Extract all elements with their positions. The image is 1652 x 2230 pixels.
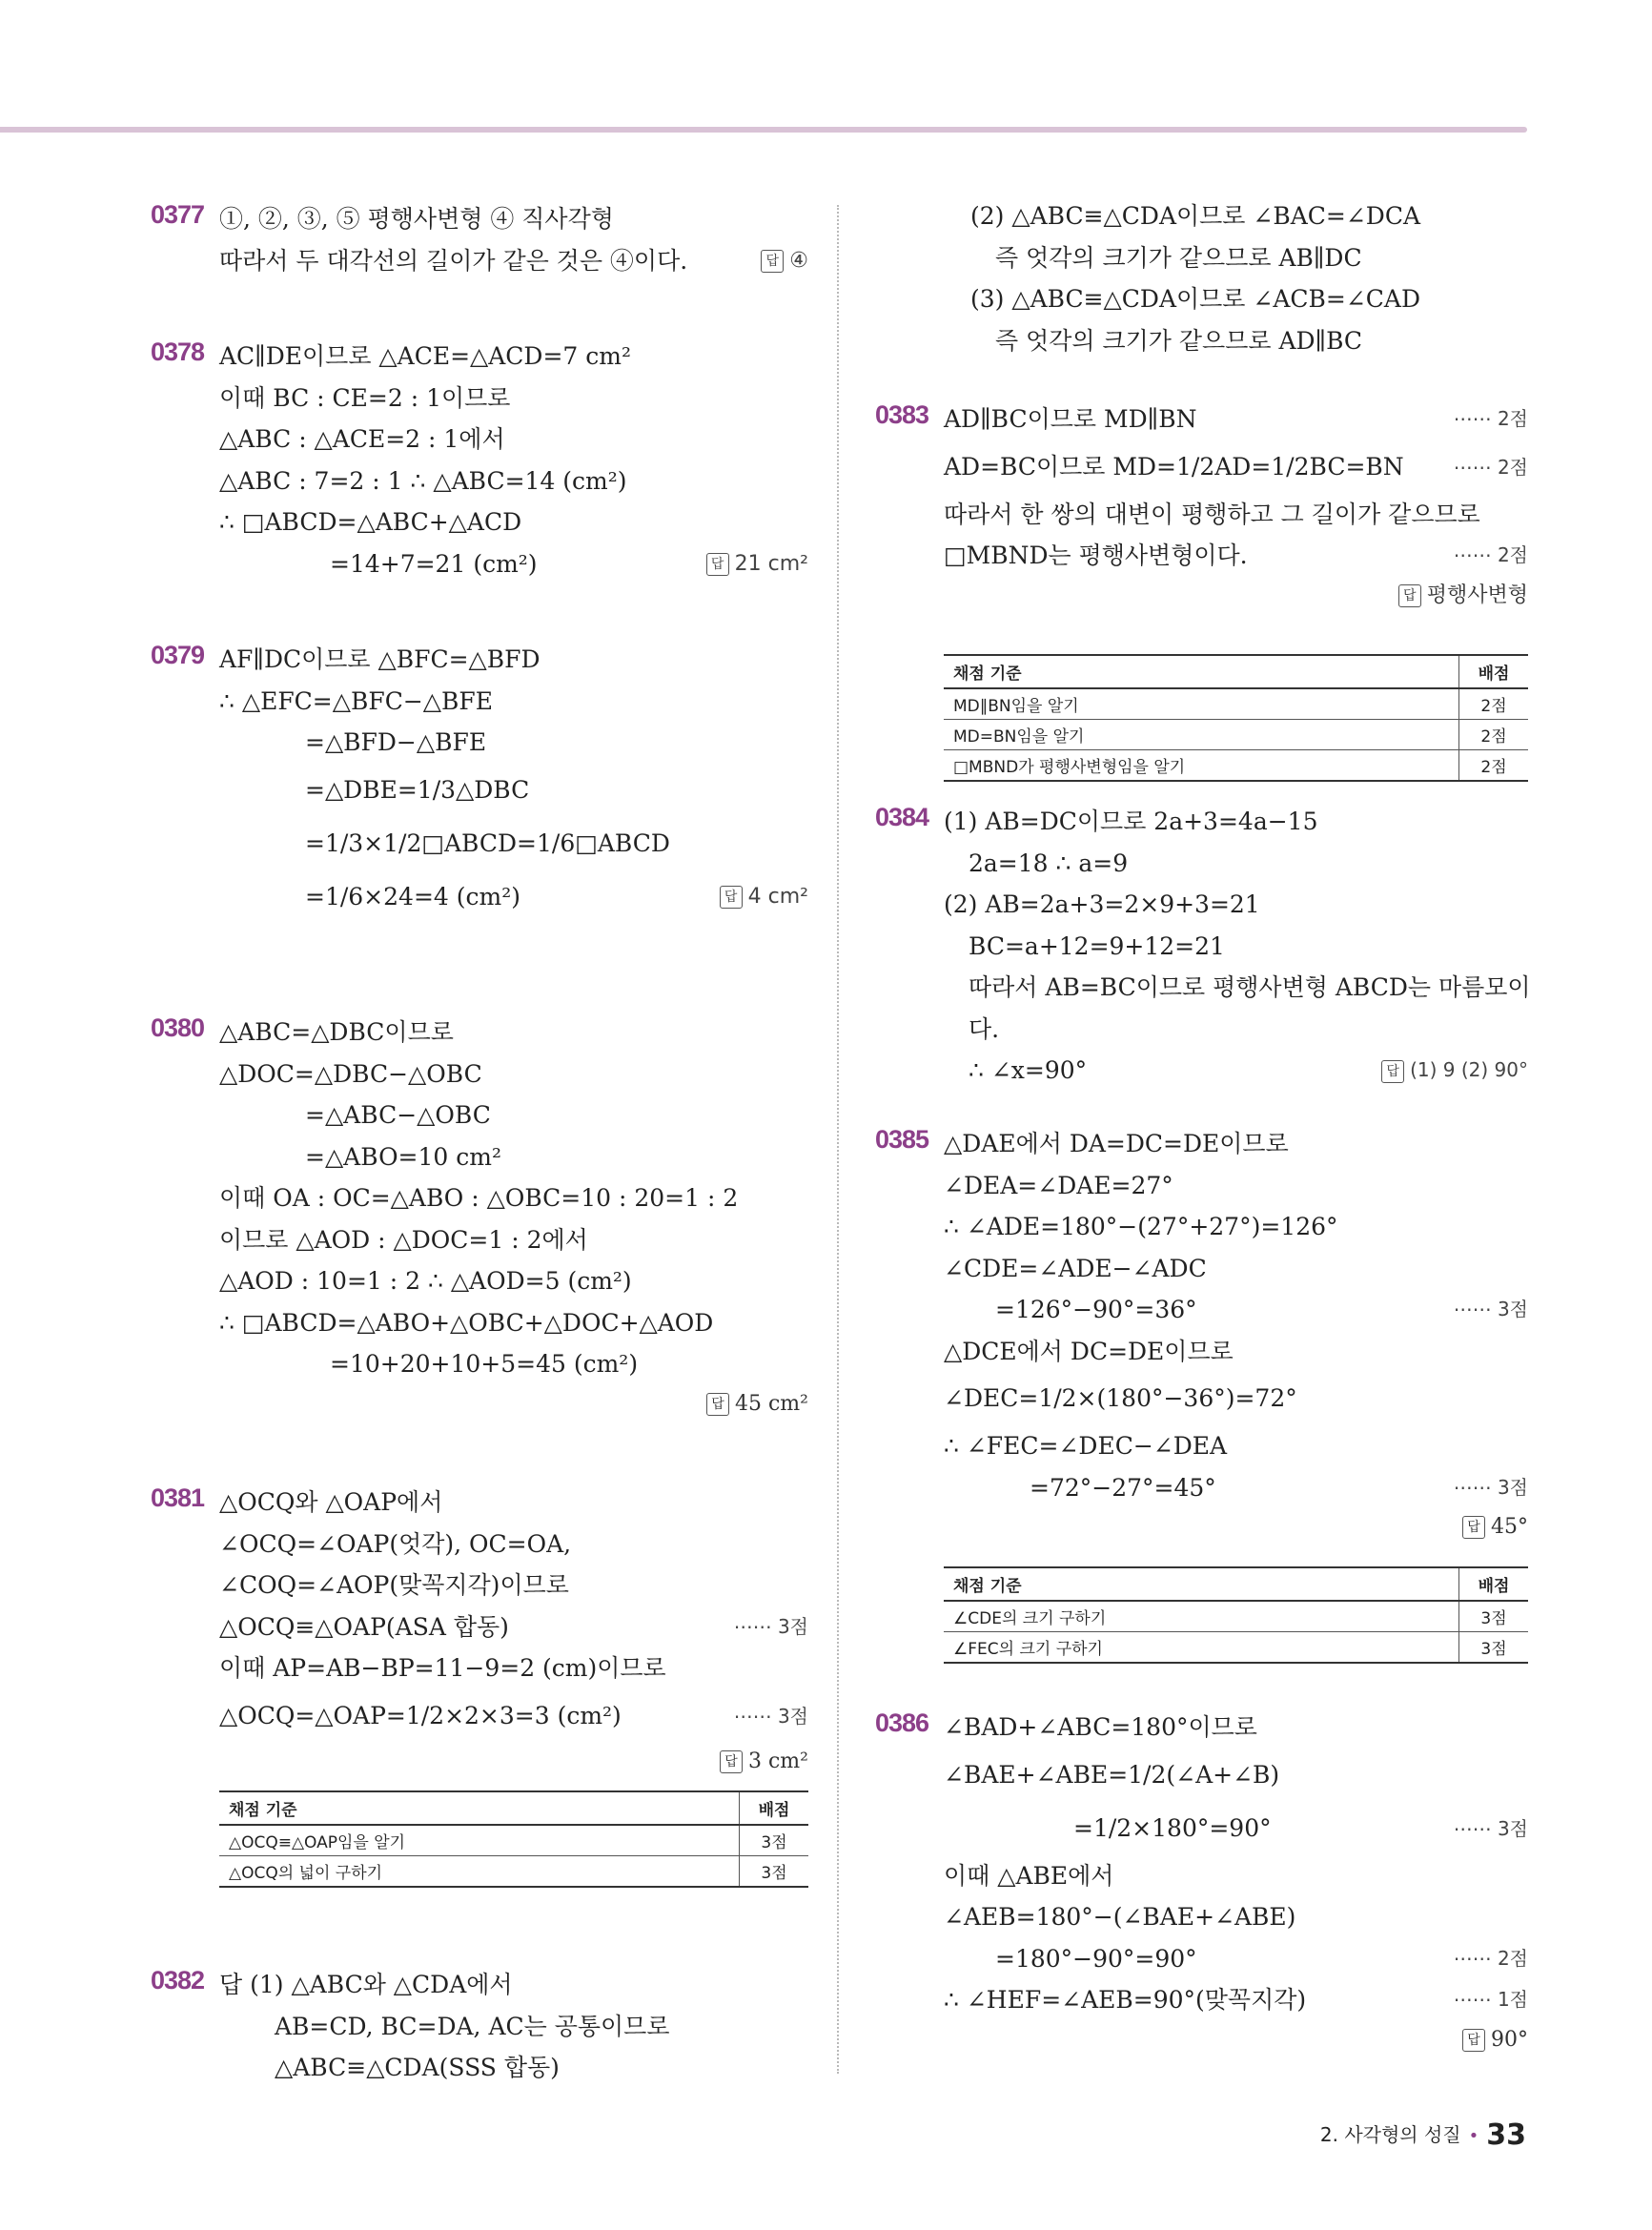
- solution-line: △DOC=△DBC−△OBC: [219, 1059, 482, 1088]
- solution-line: ∠DEA=∠DAE=27°: [944, 1171, 1173, 1199]
- solution-line: BC=a+12=9+12=21: [969, 931, 1225, 960]
- answer: 답 21 cm²: [706, 543, 808, 585]
- header-accent-bar: [0, 127, 1527, 133]
- solution-line: 2a=18 ∴ a=9: [969, 849, 1129, 877]
- table-row: △OCQ≡△OAP임을 알기 3점: [219, 1825, 808, 1856]
- solution-line: △ABC : 7=2 : 1 ∴ △ABC=14 (cm²): [219, 466, 627, 495]
- solution-line: =180°−90°=90° ⋯⋯ 2점: [944, 1938, 1528, 1980]
- solution-line: 이때 △ABE에서: [944, 1861, 1114, 1890]
- grading-table: [944, 654, 1528, 782]
- page-number: 33: [1486, 2118, 1526, 2152]
- chapter-title: 2. 사각형의 성질: [1319, 2123, 1461, 2146]
- answer: 답 평행사변형: [944, 577, 1528, 615]
- answer-tag: 답: [1381, 1060, 1404, 1083]
- problem-number: 0384: [875, 803, 929, 831]
- problem-number: 0386: [875, 1708, 929, 1737]
- solution-line: =1/2×180°=90° ⋯⋯ 3점: [944, 1802, 1528, 1855]
- solution-line: ∴ ∠ADE=180°−(27°+27°)=126°: [944, 1213, 1338, 1240]
- solution-line: 이때 AP=AB−BP=11−9=2 (cm)이므로: [219, 1654, 666, 1682]
- column-divider: [837, 205, 839, 2074]
- solution-line: ∴ □ABCD=△ABC+△ACD: [219, 508, 522, 536]
- problem-number: 0385: [875, 1125, 929, 1154]
- problem-number: 0377: [151, 200, 205, 229]
- answer-tag: 답: [1398, 584, 1421, 607]
- solution-line: △ABC : △ACE=2 : 1에서: [219, 425, 505, 453]
- solution-line: △OCQ와 △OAP에서: [219, 1488, 443, 1516]
- score-mark: ⋯⋯ 2점: [1453, 543, 1528, 566]
- solution-line: =△ABO=10 cm²: [305, 1142, 501, 1171]
- answer-tag: 답: [706, 1393, 729, 1416]
- score-mark: ⋯⋯ 2점: [1453, 455, 1528, 479]
- solution-line: ∴ ∠FEC=∠DEC−∠DEA: [944, 1432, 1228, 1460]
- solution-line: ∠OCQ=∠OAP(엇각), OC=OA,: [219, 1529, 572, 1558]
- solution-line: ∴ △EFC=△BFC−△BFE: [219, 686, 493, 715]
- grading-table: [219, 1790, 808, 1888]
- solution-line: ∴ ∠HEF=∠AEB=90°(맞꼭지각) ⋯⋯ 1점: [944, 1979, 1528, 2021]
- solution-line: =△DBE=1/3△DBC: [305, 775, 530, 804]
- bullet-icon: •: [1468, 2126, 1479, 2146]
- solution-line: ∠CDE=∠ADE−∠ADC: [944, 1254, 1207, 1282]
- score-mark: ⋯⋯ 2점: [1453, 407, 1528, 430]
- solution-line: △OCQ≡△OAP(ASA 합동) ⋯⋯ 3점: [219, 1606, 808, 1648]
- grading-header-criteria: 채점 기준: [944, 1567, 1459, 1601]
- score-mark: ⋯⋯ 3점: [1453, 1475, 1528, 1499]
- solution-line: (1) AB=DC이므로 2a+3=4a−15: [944, 808, 1318, 835]
- grading-header-criteria: 채점 기준: [944, 655, 1459, 688]
- solution-line: ∠AEB=180°−(∠BAE+∠ABE): [944, 1903, 1296, 1931]
- problem-number: 0379: [151, 641, 205, 669]
- score-mark: ⋯⋯ 2점: [1453, 1946, 1528, 1970]
- answer-tag: 답: [720, 1750, 743, 1773]
- solution-line: 따라서 AB=BC이므로 평행사변형 ABCD는 마름모이: [969, 973, 1531, 1001]
- score-mark: ⋯⋯ 3점: [1453, 1816, 1528, 1840]
- solution-line: ∠DEC=1/2×(180°−36°)=72°: [944, 1384, 1297, 1412]
- solution-line: ∠BAE+∠ABE=1/2(∠A+∠B): [944, 1760, 1280, 1789]
- solution-line: =1/6×24=4 (cm²) 답 4 cm²: [219, 870, 808, 924]
- problem-number: 0383: [875, 400, 929, 429]
- solution-line: AF∥DC이므로 △BFC=△BFD: [219, 645, 540, 673]
- solution-line: △OCQ=△OAP=1/2×2×3=3 (cm²) ⋯⋯ 3점: [219, 1689, 808, 1743]
- answer-tag: 답: [706, 553, 729, 576]
- score-mark: ⋯⋯ 1점: [1453, 1988, 1528, 2011]
- solution-line: =72°−27°=45° ⋯⋯ 3점: [944, 1467, 1528, 1509]
- solution-line: 이때 OA : OC=△ABO : △OBC=10 : 20=1 : 2: [219, 1184, 739, 1212]
- solution-line: △AOD : 10=1 : 2 ∴ △AOD=5 (cm²): [219, 1267, 632, 1295]
- solution-line: 이므로 △AOD : △DOC=1 : 2에서: [219, 1225, 588, 1254]
- score-mark: ⋯⋯ 3점: [1453, 1298, 1528, 1320]
- solution-line: △ABC=△DBC이므로: [219, 1018, 454, 1046]
- solution-line: 따라서 한 쌍의 대변이 평행하고 그 길이가 같으므로: [944, 500, 1480, 528]
- problem-number: 0381: [151, 1483, 205, 1512]
- grading-header-points: 배점: [1459, 655, 1529, 688]
- solution-line: △ABC≡△CDA(SSS 합동): [275, 2054, 560, 2081]
- answer: 답 (1) 9 (2) 90°: [1381, 1050, 1528, 1092]
- solution-line: AD=BC이므로 MD=1/2AD=1/2BC=BN ⋯⋯ 2점: [944, 440, 1528, 494]
- solution-line: 다.: [969, 1014, 1000, 1043]
- solution-line: (2) △ABC≡△CDA이므로 ∠BAC=∠DCA: [970, 202, 1421, 230]
- solution-line-text: 따라서 두 대각선의 길이가 같은 것은 ④이다.: [219, 246, 688, 275]
- solution-line: ∴ □ABCD=△ABO+△OBC+△DOC+△AOD: [219, 1308, 714, 1337]
- grading-header-criteria: 채점 기준: [219, 1791, 740, 1825]
- solution-line: △DAE에서 DA=DC=DE이므로: [944, 1130, 1289, 1157]
- solution-line: [219, 240, 808, 282]
- solution-line: (2) AB=2a+3=2×9+3=21: [944, 890, 1260, 918]
- answer: 답 45°: [944, 1508, 1528, 1546]
- solution-line: =△ABC−△OBC: [305, 1101, 491, 1129]
- answer: 답 3 cm²: [219, 1743, 808, 1781]
- solution-line: □MBND는 평행사변형이다. ⋯⋯ 2점: [944, 535, 1528, 577]
- answer-tag: 답: [720, 886, 743, 909]
- answer: 답 45 cm²: [219, 1385, 808, 1423]
- solution-line: △DCE에서 DC=DE이므로: [944, 1337, 1234, 1365]
- solution-line: =1/3×1/2□ABCD=1/6□ABCD: [305, 829, 670, 857]
- answer: 답 4 cm²: [720, 870, 808, 924]
- problem-number: 0382: [151, 1966, 205, 1995]
- table-row: △OCQ의 넓이 구하기 3점: [219, 1855, 808, 1887]
- table-row: MD=BN임을 알기 2점: [944, 720, 1528, 750]
- grading-table-0383-wrap: [875, 644, 1528, 782]
- table-row: ∠CDE의 크기 구하기 3점: [944, 1601, 1528, 1632]
- score-mark: ⋯⋯ 3점: [733, 1704, 808, 1728]
- solution-line: 즉 엇각의 크기가 같으므로 AD∥BC: [995, 326, 1363, 355]
- solution-line: 답 (1) △ABC와 △CDA에서: [219, 1971, 513, 1998]
- answer: 답 90°: [944, 2021, 1528, 2059]
- grading-header-points: 배점: [740, 1791, 809, 1825]
- solution-line: 이때 BC : CE=2 : 1이므로: [219, 383, 511, 412]
- solution-line: AB=CD, BC=DA, AC는 공통이므로: [275, 2012, 670, 2040]
- solution-line: (3) △ABC≡△CDA이므로 ∠ACB=∠CAD: [970, 285, 1421, 313]
- solution-line: =10+20+10+5=45 (cm²): [330, 1350, 639, 1378]
- solution-line: AC∥DE이므로 △ACE=△ACD=7 cm²: [219, 342, 632, 370]
- solution-line: ①, ②, ③, ⑤ 평행사변형 ④ 직사각형: [219, 205, 614, 233]
- page-footer: [1320, 2118, 1526, 2152]
- answer-tag: 답: [1462, 2029, 1485, 2052]
- problem-number: 0380: [151, 1013, 205, 1042]
- grading-table: [944, 1566, 1528, 1664]
- table-row: MD∥BN임을 알기 2점: [944, 688, 1528, 720]
- answer: 답 ④: [761, 240, 808, 282]
- solution-line: =△BFD−△BFE: [305, 728, 487, 756]
- score-mark: ⋯⋯ 3점: [733, 1614, 808, 1638]
- table-row: □MBND가 평행사변형임을 알기 2점: [944, 750, 1528, 782]
- problem-number: 0378: [151, 338, 205, 366]
- answer-tag: 답: [761, 250, 784, 273]
- solution-line: ∠COQ=∠AOP(맞꼭지각)이므로: [219, 1571, 569, 1599]
- solution-line: =126°−90°=36° ⋯⋯ 3점: [944, 1289, 1528, 1331]
- solution-line: =14+7=21 (cm²) 답 21 cm²: [219, 543, 808, 585]
- solution-line: ∴ ∠x=90° 답 (1) 9 (2) 90°: [944, 1050, 1528, 1092]
- solution-line: ∠BAD+∠ABC=180°이므로: [944, 1713, 1257, 1741]
- answer-tag: 답: [1462, 1516, 1485, 1539]
- solution-line: 즉 엇각의 크기가 같으므로 AB∥DC: [995, 243, 1362, 272]
- table-row: ∠FEC의 크기 구하기 3점: [944, 1632, 1528, 1664]
- grading-header-points: 배점: [1459, 1567, 1529, 1601]
- solution-line: AD∥BC이므로 MD∥BN ⋯⋯ 2점: [944, 399, 1528, 440]
- grading-table-0385-wrap: [875, 1557, 1528, 1664]
